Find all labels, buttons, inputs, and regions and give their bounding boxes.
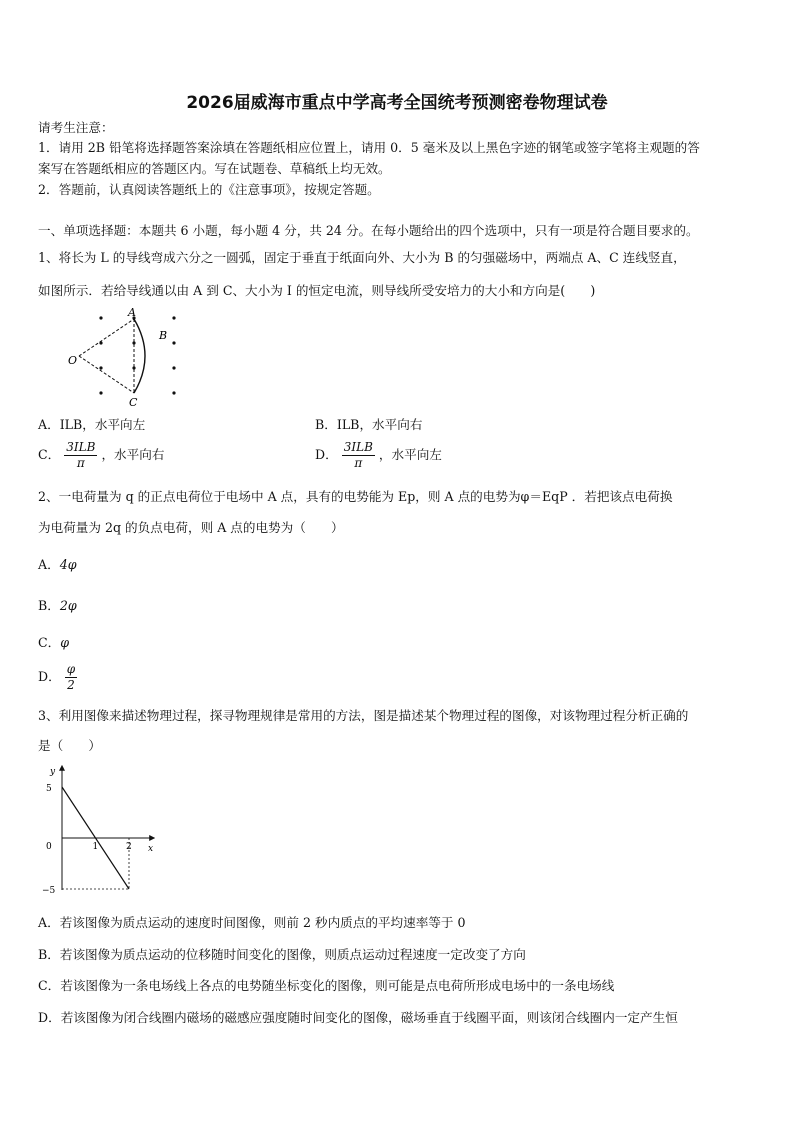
x-tick-label: 2 (126, 842, 132, 852)
q1-stem-line-2: 如图所示．若给导线通以由 A 到 C、大小为 I 的恒定电流，则导线所受安培力的大小和方向是( ) (38, 283, 596, 298)
y-tick-label: 0 (46, 842, 52, 852)
q2-option-a-value: 4φ (59, 557, 77, 572)
q2-option-b (38, 597, 77, 615)
q2-option-c (38, 634, 69, 652)
arc-wire (134, 319, 145, 393)
q1-option-c-direction: ，水平向右 (101, 447, 165, 462)
q2-option-d-denominator: 2 (67, 678, 75, 692)
label-o: O (68, 354, 78, 367)
q1-option-c-numerator: 3ILB (66, 440, 96, 454)
q2-option-d-label: D． (38, 669, 61, 684)
q1-option-d-denominator: π (354, 456, 363, 470)
field-dot (172, 316, 175, 319)
q1-option-c-label: C． (38, 447, 61, 462)
q1-option-d-fraction (342, 440, 375, 471)
field-dot (172, 391, 175, 394)
y-tick-label: 5 (46, 784, 52, 794)
q2-option-d-numerator: φ (66, 662, 76, 676)
q3-option-a: A．若该图像为质点运动的速度时间图像，则前 2 秒内质点的平均速率等于 0 (38, 915, 466, 930)
q3-stem-line-1: 3、利用图像来描述物理过程，探寻物理规律是常用的方法，图是描述某个物理过程的图像，对该物理过程分析正确的 (38, 708, 689, 723)
field-dot (172, 341, 175, 344)
q3-option-b: B．若该图像为质点运动的位移随时间变化的图像，则质点运动过程速度一定改变了方向 (38, 947, 526, 962)
q2-stem-line-1: 2、一电荷量为 q 的正点电荷位于电场中 A 点，具有的电势能为 Ep，则 A 点的电势为φ＝EqP ．若把该点电荷换 (38, 489, 673, 504)
y-tick-label: −5 (42, 886, 56, 896)
field-dot (99, 316, 102, 319)
radius-oa (79, 319, 134, 356)
y-axis-label: y (50, 767, 56, 777)
q2-option-c-value: φ (60, 635, 70, 650)
x-tick-label: 1 (92, 842, 99, 852)
q1-option-d-label: D． (315, 447, 338, 462)
q1-option-d-numerator: 3ILB (343, 440, 373, 454)
q1-figure (64, 306, 194, 410)
q1-stem-line-1: 1、将长为 L 的导线弯成六分之一圆弧，固定于垂直于纸面向外、大小为 B 的匀强磁场中，两端点 A、C 连线竖直， (38, 250, 686, 265)
q1-option-a: A．ILB，水平向左 (38, 417, 146, 432)
x-axis-label: x (148, 844, 154, 854)
q2-option-b-value: 2φ (59, 598, 77, 613)
q2-stem-line-2: 为电荷量为 2q 的负点电荷，则 A 点的电势为（ ） (38, 520, 344, 535)
notice-item-1-line-2: 案写在答题纸相应的答题区内。写在试题卷、草稿纸上均无效。 (38, 161, 391, 176)
label-c: C (129, 396, 138, 409)
q2-option-c-label: C． (38, 635, 61, 650)
q1-option-d (315, 440, 442, 471)
q1-option-c-fraction (64, 440, 97, 471)
label-b: B (159, 329, 168, 342)
q3-option-d: D．若该图像为闭合线圈内磁场的磁感应强度随时间变化的图像，磁场垂直于线圈平面，则该闭合线圈内一定产生恒 (38, 1010, 678, 1025)
q1-option-d-direction: ，水平向左 (378, 447, 442, 462)
notice-heading: 请考生注意： (38, 120, 114, 135)
q1-option-c (38, 440, 164, 471)
q3-chart (38, 760, 160, 896)
q3-stem-line-2: 是（ ） (38, 738, 101, 753)
page-title: 2026届威海市重点中学高考全国统考预测密卷物理试卷 (186, 93, 608, 113)
section-heading: 一、单项选择题：本题共 6 小题，每小题 4 分，共 24 分。在每小题给出的四个选项中，只有一项是符合题目要求的。 (38, 223, 699, 238)
q2-option-d (38, 662, 77, 693)
q3-option-c: C．若该图像为一条电场线上各点的电势随坐标变化的图像，则可能是点电荷所形成电场中的一条电场线 (38, 978, 615, 993)
field-dot (172, 366, 175, 369)
q1-option-c-denominator: π (76, 456, 85, 470)
q2-option-a (38, 556, 77, 574)
field-dot (99, 391, 102, 394)
q2-option-b-label: B． (38, 598, 60, 613)
q2-option-a-label: A． (38, 557, 60, 572)
q1-option-b: B．ILB，水平向右 (315, 417, 423, 432)
notice-item-1-line-1: 1．请用 2B 铅笔将选择题答案涂填在答题纸相应位置上，请用 0．5 毫米及以上黑色字迹的钢笔或签字笔将主观题的答 (38, 140, 700, 155)
field-dot (99, 366, 102, 369)
radius-oc (79, 356, 134, 393)
q2-option-d-fraction (65, 662, 77, 693)
notice-item-2: 2．答题前，认真阅读答题纸上的《注意事项》，按规定答题。 (38, 182, 380, 197)
label-a: A (128, 306, 136, 319)
